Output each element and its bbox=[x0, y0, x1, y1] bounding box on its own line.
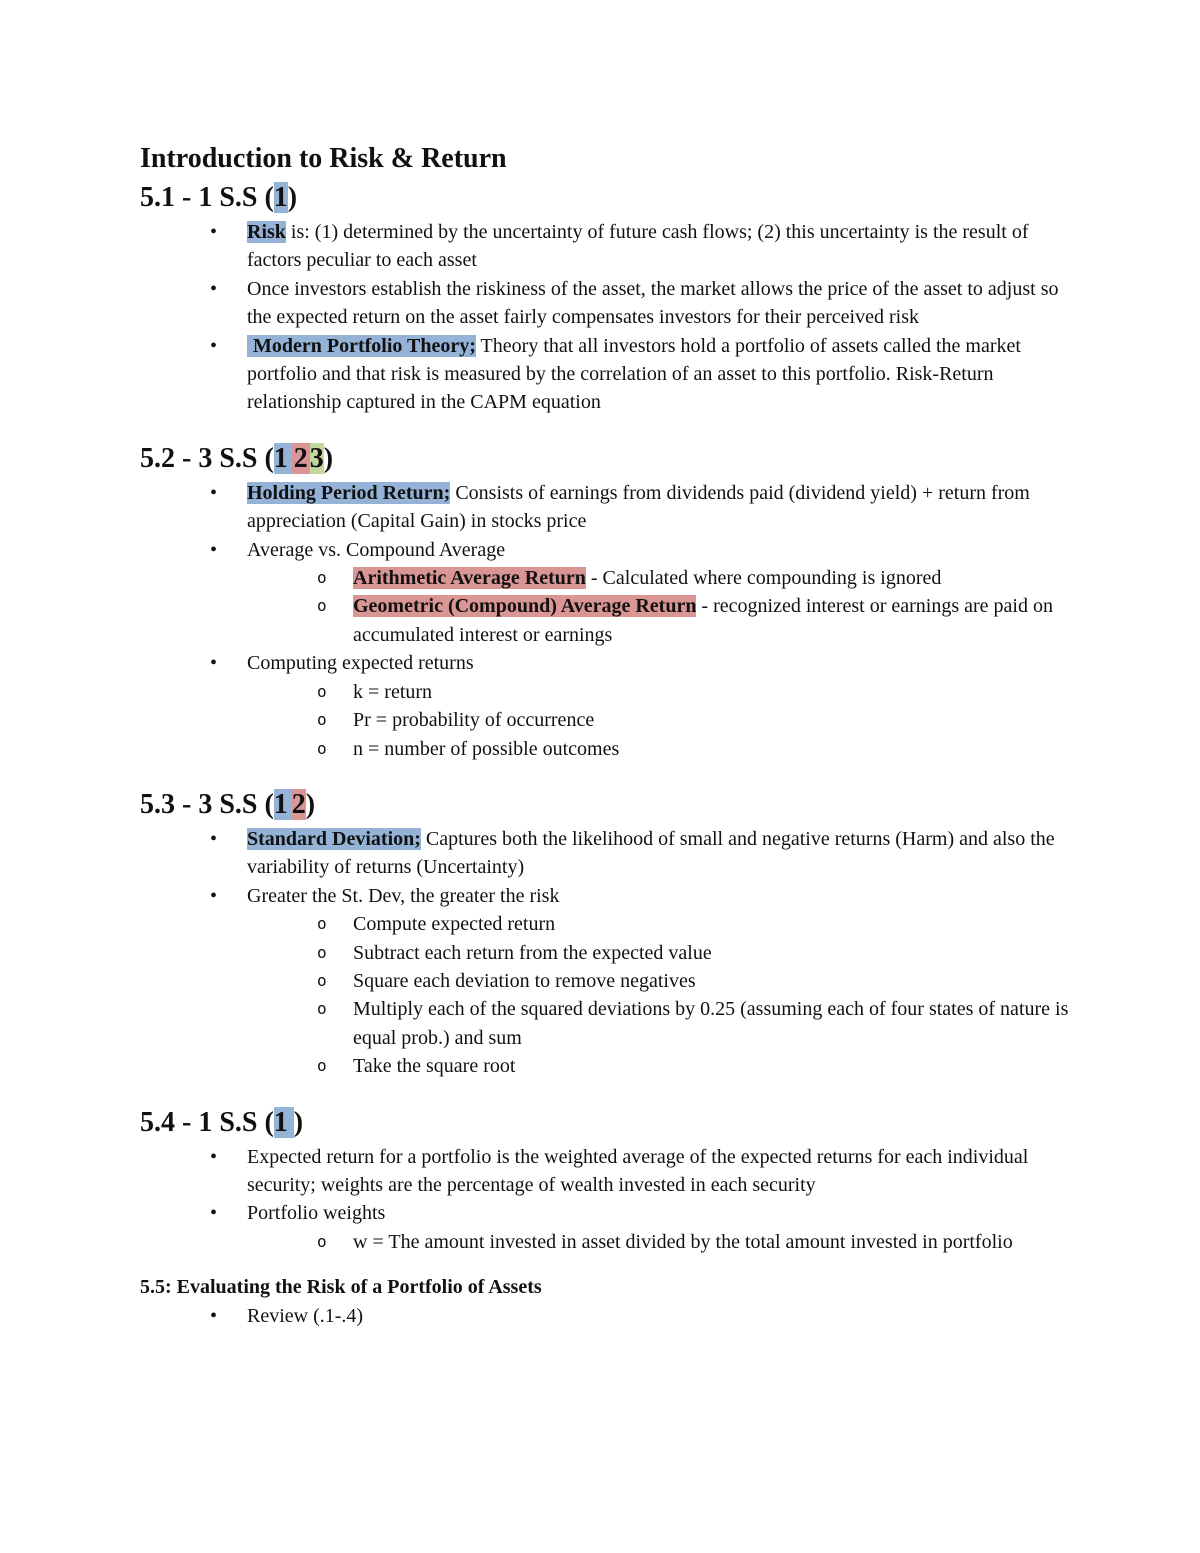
key-term: Arithmetic Average Return bbox=[353, 567, 586, 590]
heading-highlight-2: 2 bbox=[293, 442, 308, 474]
list-item: • Computing expected returns o k = return o Pr = probability of occurrence o n = number of possible outcomes bbox=[140, 649, 1070, 763]
section-5-3 bbox=[140, 785, 1070, 1081]
list-item: • Once investors establish the riskiness of the asset, the market allows the price of the asset to adjust so the expected return on the asset fairly compensates investors for their perceived risk bbox=[140, 275, 1070, 332]
section-5-2-list bbox=[140, 479, 1070, 763]
sub-list bbox=[247, 564, 1070, 649]
list-item: • Greater the St. Dev, the greater the risk o Compute expected return o Subtract each return from the expected value o Square each deviation to remove negatives o Multiply each of the squared deviations by 0.25 (assuming each of four states of nature is equal prob.) and sum o Take the square root bbox=[140, 882, 1070, 1081]
section-5-1 bbox=[140, 178, 1070, 417]
heading-highlight-1: 1 bbox=[274, 443, 292, 474]
list-item: • Modern Portfolio Theory; Theory that all investors hold a portfolio of assets called the market portfolio and that risk is measured by the correlation of an asset to this portfolio. Risk-Return relationship captured in the CAPM equation bbox=[140, 332, 1070, 417]
heading-highlight-3: 3 bbox=[309, 442, 324, 474]
list-item: • Portfolio weights o w = The amount invested in asset divided by the total amount invested in portfolio bbox=[140, 1199, 1070, 1256]
section-5-2-heading: 5.2 - 3 S.S (1 23) bbox=[140, 442, 334, 474]
list-item: • Average vs. Compound Average o Arithmetic Average Return - Calculated where compounding is ignored o Geometric (Compound) Average Return - recognized interest or earnings are paid on accumulated interest or earnings bbox=[140, 536, 1070, 650]
key-term: Holding Period Return; bbox=[247, 481, 451, 504]
list-item: • Risk is: (1) determined by the uncertainty of future cash flows; (2) this uncertainty is the result of factors peculiar to each asset bbox=[140, 218, 1070, 275]
section-5-5-heading: 5.5: Evaluating the Risk of a Portfolio of Assets bbox=[140, 1276, 542, 1299]
key-term: Standard Deviation; bbox=[247, 827, 421, 850]
sub-list-item: o Subtract each return from the expected value bbox=[247, 939, 1070, 967]
sub-list-item: o Pr = probability of occurrence bbox=[247, 706, 1070, 734]
section-5-4-list bbox=[140, 1143, 1070, 1257]
list-item: • Standard Deviation; Captures both the likelihood of small and negative returns (Harm) and also the variability of returns (Uncertainty) bbox=[140, 825, 1070, 882]
key-term: Modern Portfolio Theory; bbox=[247, 335, 476, 357]
heading-highlight-1: 1 bbox=[274, 789, 292, 820]
list-item: • Review (.1-.4) bbox=[140, 1302, 1070, 1330]
section-5-1-list bbox=[140, 218, 1070, 417]
document-title: Introduction to Risk & Return bbox=[140, 143, 507, 174]
section-5-3-heading: 5.3 - 3 S.S (1 2) bbox=[140, 788, 316, 820]
heading-highlight-2: 2 bbox=[291, 788, 306, 820]
sub-list-item: o Take the square root bbox=[247, 1052, 1070, 1080]
sub-list-item: o Geometric (Compound) Average Return - recognized interest or earnings are paid on accumulated interest or earnings bbox=[247, 592, 1070, 649]
sub-list-item: o Square each deviation to remove negatives bbox=[247, 967, 1070, 995]
sub-list-item: o k = return bbox=[247, 678, 1070, 706]
sub-list-item: o w = The amount invested in asset divided by the total amount invested in portfolio bbox=[247, 1228, 1070, 1256]
list-item: • Expected return for a portfolio is the weighted average of the expected returns for each individual security; weights are the percentage of wealth invested in each security bbox=[140, 1143, 1070, 1200]
section-5-1-heading: 5.1 - 1 S.S (1) bbox=[140, 182, 298, 213]
heading-highlight-1: 1 bbox=[274, 1107, 294, 1138]
list-item: • Holding Period Return; Consists of earnings from dividends paid (dividend yield) + return from appreciation (Capital Gain) in stocks price bbox=[140, 479, 1070, 536]
heading-highlight-1: 1 bbox=[273, 182, 288, 213]
sub-list bbox=[247, 910, 1070, 1080]
key-term: Risk bbox=[247, 221, 286, 243]
section-5-5-list bbox=[140, 1302, 1070, 1330]
section-5-4 bbox=[140, 1103, 1070, 1257]
section-5-4-heading: 5.4 - 1 S.S (1 ) bbox=[140, 1106, 304, 1138]
key-term: Geometric (Compound) Average Return bbox=[353, 595, 697, 618]
section-5-2 bbox=[140, 439, 1070, 763]
sub-list-item: o Multiply each of the squared deviations by 0.25 (assuming each of four states of nature is equal prob.) and sum bbox=[247, 995, 1070, 1052]
section-5-3-list bbox=[140, 825, 1070, 1081]
section-5-5 bbox=[140, 1272, 1070, 1330]
sub-list bbox=[247, 1228, 1070, 1256]
sub-list-item: o n = number of possible outcomes bbox=[247, 735, 1070, 763]
sub-list bbox=[247, 678, 1070, 763]
document-page bbox=[140, 140, 1070, 1331]
sub-list-item: o Arithmetic Average Return - Calculated where compounding is ignored bbox=[247, 564, 1070, 592]
sub-list-item: o Compute expected return bbox=[247, 910, 1070, 938]
